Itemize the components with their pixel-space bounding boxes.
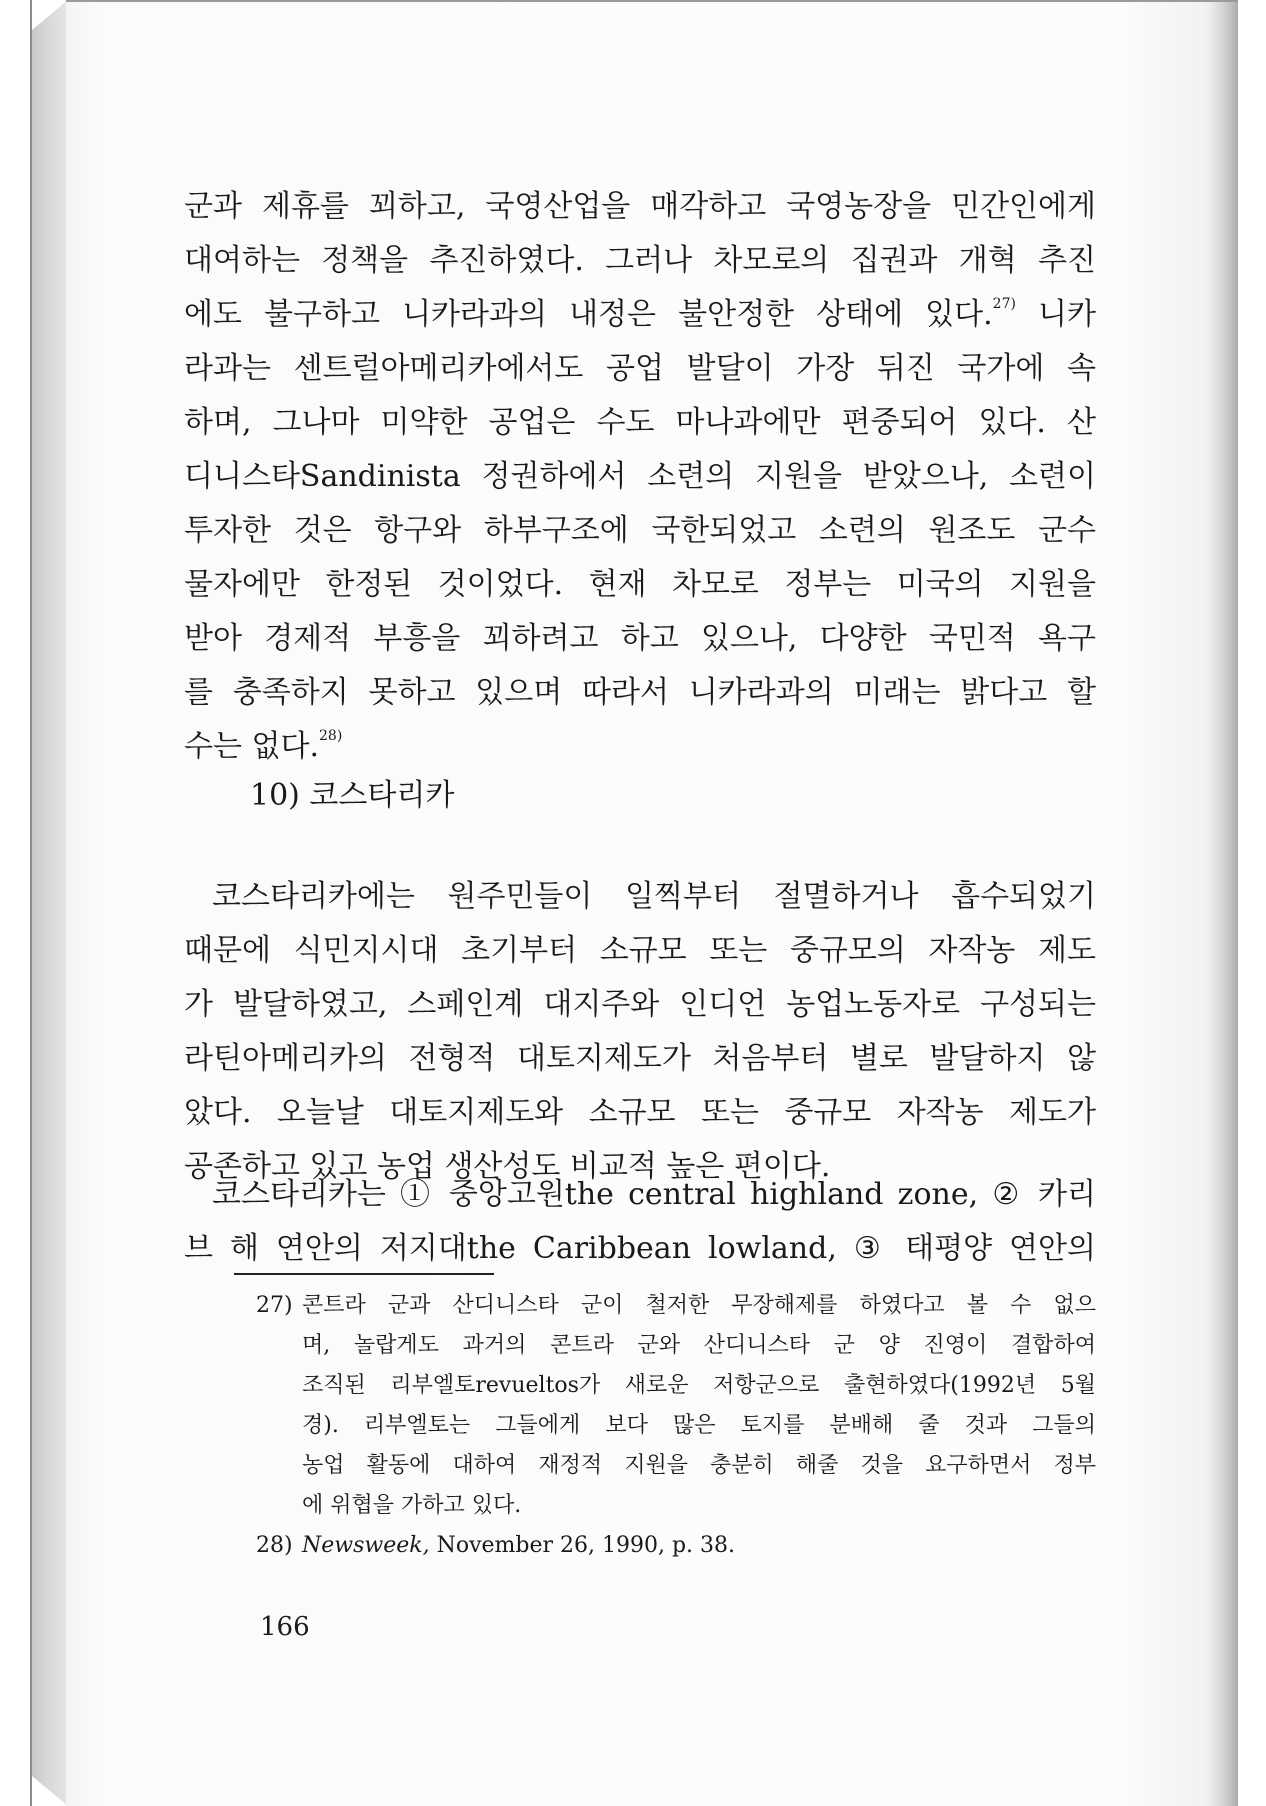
text-line: 하며, 그나마 미약한 공업은 수도 마나과에만 편중되어 있다. 산 [184,405,1096,440]
text-line: 투자한 것은 항구와 하부구조에 국한되었고 소련의 원조도 군수 [184,513,1096,548]
text-line: 가 발달하였고, 스페인계 대지주와 인디언 농업노동자로 구성되는 [184,987,1096,1022]
text-line: 대여하는 정책을 추진하였다. 그러나 차모로의 집권과 개혁 추진 [184,243,1096,278]
text-line: 를 충족하지 못하고 있으며 따라서 니카라과의 미래는 밝다고 할 [184,675,1096,710]
text-line: 군과 제휴를 꾀하고, 국영산업을 매각하고 국영농장을 민간인에게 [184,189,1096,224]
text-line: 디니스타Sandinista 정권하에서 소련의 지원을 받았으나, 소련이 [184,459,1096,494]
paragraph-costa-rica-regions [184,1168,1096,1276]
footnote-28 [256,1526,1096,1566]
footnote-line-text: 콘트라 군과 산디니스타 군이 철저한 무장해제를 하였다고 볼 수 없으 [302,1293,1096,1318]
text-line [184,288,1096,342]
text-line: 았다. 오늘날 대토지제도와 소규모 또는 중규모 자작농 제도가 [184,1095,1096,1130]
section-heading-costa-rica: 10) 코스타리카 [250,778,455,813]
footnote-line: 며, 놀랍게도 과거의 콘트라 군와 산디니스타 군 양 진영이 결합하여 [302,1333,1096,1358]
footnote-ref-27[interactable]: 27) [992,296,1016,312]
footnote-27 [256,1286,1096,1526]
footnote-line [256,1286,1096,1326]
footnote-ref-28[interactable]: 28) [319,728,343,744]
text-line: 라과는 센트럴아메리카에서도 공업 발달이 가장 뒤진 국가에 속 [184,351,1096,386]
text-line [184,720,1096,774]
text-line: 코스타리카는 ① 중앙고원the central highland zone, ② 카리 [212,1177,1096,1212]
footnote-line: 에 위협을 가하고 있다. [302,1493,522,1518]
text-line: 코스타리카에는 원주민들이 일찍부터 절멸하거나 흡수되었기 [212,879,1096,914]
footnote-line: 농업 활동에 대하여 재정적 지원을 충분히 해줄 것을 요구하면서 정부 [302,1453,1096,1478]
paragraph-costa-rica-intro [184,870,1096,1194]
text-line-tail: 니카 [1015,297,1096,332]
footnote-label: 28) [256,1533,293,1558]
text-line: 브 해 연안의 저지대the Caribbean lowland, ③ 태평양 연안의 [184,1231,1096,1266]
citation-title: Newsweek, [302,1533,430,1558]
text-line: 받아 경제적 부흥을 꾀하려고 하고 있으나, 다양한 국민적 욕구 [184,621,1096,656]
text-line: 때문에 식민지시대 초기부터 소규모 또는 중규모의 자작농 제도 [184,933,1096,968]
page-number: 166 [260,1612,310,1642]
paragraph-nicaragua [184,180,1096,774]
citation-details: November 26, 1990, p. 38. [429,1533,736,1558]
book-spine [30,0,70,1806]
footnote-label: 27) [256,1293,293,1318]
text-line-body: 에도 불구하고 니카라과의 내정은 불안정한 상태에 있다. [184,297,993,332]
footnote-line: 경). 리부엘토는 그들에게 보다 많은 토지를 분배해 줄 것과 그들의 [302,1413,1096,1438]
footnotes [256,1286,1096,1566]
footnote-line: 조직된 리부엘토revueltos가 새로운 저항군으로 출현하였다(1992년 5월 [302,1373,1096,1398]
footnote-divider [234,1273,494,1275]
text-line: 물자에만 한정된 것이었다. 현재 차모로 정부는 미국의 지원을 [184,567,1096,602]
text-line: 공존하고 있고 농업 생산성도 비교적 높은 편이다. [184,1149,831,1184]
footnote-line [256,1526,1096,1566]
text-line: 라틴아메리카의 전형적 대토지제도가 처음부터 별로 발달하지 않 [184,1041,1096,1076]
page-edge-shadow [1210,2,1238,1806]
text-line-body: 수는 없다. [184,729,319,764]
